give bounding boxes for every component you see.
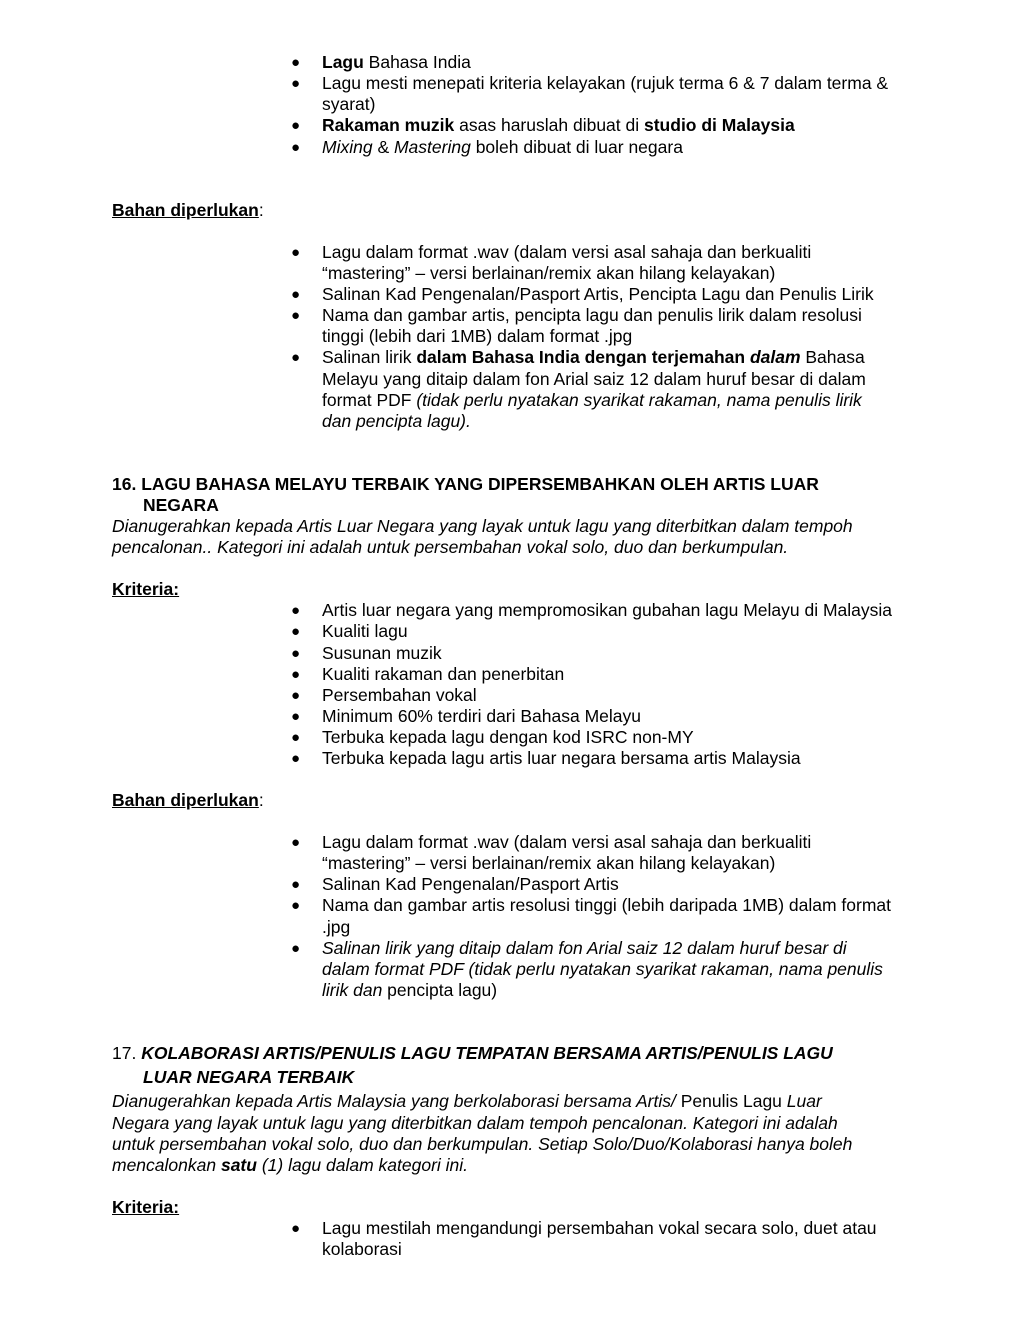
list-item-continuation: .jpg [322,917,351,937]
bullet-icon: ● [291,645,301,662]
bullet-icon: ● [291,349,301,366]
list-item: Salinan lirik yang ditaip dalam fon Arial saiz 12 dalam huruf besar di [322,938,847,958]
bullet-icon: ● [291,897,301,914]
section-17-description-cont: mencalonkan satu (1) lagu dalam kategori ini. [112,1155,469,1175]
section-17-title-cont: LUAR NEGARA TERBAIK [143,1067,355,1087]
list-item: Lagu mesti menepati kriteria kelayakan (rujuk terma 6 & 7 dalam terma & [322,73,889,93]
list-item-continuation: tinggi (lebih dari 1MB) dalam format .jpg [322,326,633,346]
list-item: Terbuka kepada lagu dengan kod ISRC non-MY [322,727,694,747]
list-item: Lagu dalam format .wav (dalam versi asal sahaja dan berkualiti [322,242,812,262]
bullet-icon: ● [291,666,301,683]
list-item-continuation: Melayu yang ditaip dalam fon Arial saiz 12 dalam huruf besar di dalam [322,369,866,389]
section-17-description-cont: untuk persembahan vokal solo, duo dan berkumpulan. Setiap Solo/Duo/Kolaborasi hanya boleh [112,1134,853,1154]
bullet-icon: ● [291,54,301,71]
list-item-continuation: “mastering” – versi berlainan/remix akan hilang kelayakan) [322,853,776,873]
list-item: Susunan muzik [322,643,442,663]
list-item: Persembahan vokal [322,685,477,705]
bahan-heading: Bahan diperlukan: [112,200,264,220]
list-item-continuation: syarat) [322,94,376,114]
bullet-icon: ● [291,876,301,893]
section-17-title: 17. KOLABORASI ARTIS/PENULIS LAGU TEMPATAN BERSAMA ARTIS/PENULIS LAGU [112,1043,833,1063]
section-17-description-cont: Negara yang layak untuk lagu yang diterbitkan dalam tempoh pencalonan. Kategori ini adalah [112,1113,838,1133]
list-item: Salinan Kad Pengenalan/Pasport Artis [322,874,619,894]
bullet-icon: ● [291,708,301,725]
section-16-title-cont: NEGARA [143,495,219,515]
kriteria-heading: Kriteria: [112,579,180,599]
bullet-icon: ● [291,940,301,957]
bullet-icon: ● [291,602,301,619]
list-item-continuation: lirik dan pencipta lagu) [322,980,498,1000]
bullet-icon: ● [291,75,301,92]
list-item: Nama dan gambar artis resolusi tinggi (lebih daripada 1MB) dalam format [322,895,892,915]
bullet-icon: ● [291,139,301,156]
section-17-description: Dianugerahkan kepada Artis Malaysia yang berkolaborasi bersama Artis/ Penulis Lagu Luar [112,1091,822,1111]
list-item: Kualiti lagu [322,621,408,641]
section-16-description-cont: pencalonan.. Kategori ini adalah untuk persembahan vokal solo, duo dan berkumpulan. [112,537,789,557]
bullet-icon: ● [291,286,301,303]
bullet-icon: ● [291,1220,301,1237]
bullet-icon: ● [291,244,301,261]
bullet-icon: ● [291,117,301,134]
bullet-icon: ● [291,750,301,767]
list-item: Terbuka kepada lagu artis luar negara bersama artis Malaysia [322,748,801,768]
list-item: Mixing & Mastering boleh dibuat di luar negara [322,137,683,157]
list-item-continuation: format PDF (tidak perlu nyatakan syarikat rakaman, nama penulis lirik [322,390,862,410]
list-item-continuation: kolaborasi [322,1239,402,1259]
section-16-description: Dianugerahkan kepada Artis Luar Negara yang layak untuk lagu yang diterbitkan dalam tempoh [112,516,853,536]
kriteria-heading: Kriteria: [112,1197,180,1217]
list-item: Salinan lirik dalam Bahasa India dengan terjemahan dalam Bahasa [322,347,865,367]
list-item: Lagu mestilah mengandungi persembahan vokal secara solo, duet atau [322,1218,877,1238]
list-item-continuation: dalam format PDF (tidak perlu nyatakan syarikat rakaman, nama penulis [322,959,883,979]
bullet-icon: ● [291,729,301,746]
list-item: Rakaman muzik asas haruslah dibuat di studio di Malaysia [322,115,795,135]
list-item: Artis luar negara yang mempromosikan gubahan lagu Melayu di Malaysia [322,600,893,620]
list-item: Minimum 60% terdiri dari Bahasa Melayu [322,706,642,726]
bullet-icon: ● [291,834,301,851]
list-item-continuation: “mastering” – versi berlainan/remix akan hilang kelayakan) [322,263,776,283]
bullet-icon: ● [291,307,301,324]
bahan-heading: Bahan diperlukan: [112,790,264,810]
list-item-continuation: dan pencipta lagu). [322,411,471,431]
list-item: Nama dan gambar artis, pencipta lagu dan penulis lirik dalam resolusi [322,305,862,325]
bullet-icon: ● [291,687,301,704]
list-item: Kualiti rakaman dan penerbitan [322,664,565,684]
list-item: Lagu Bahasa India [322,52,471,72]
section-16-title: 16. LAGU BAHASA MELAYU TERBAIK YANG DIPERSEMBAHKAN OLEH ARTIS LUAR [112,474,819,494]
list-item: Salinan Kad Pengenalan/Pasport Artis, Pencipta Lagu dan Penulis Lirik [322,284,874,304]
bullet-icon: ● [291,623,301,640]
list-item: Lagu dalam format .wav (dalam versi asal sahaja dan berkualiti [322,832,812,852]
